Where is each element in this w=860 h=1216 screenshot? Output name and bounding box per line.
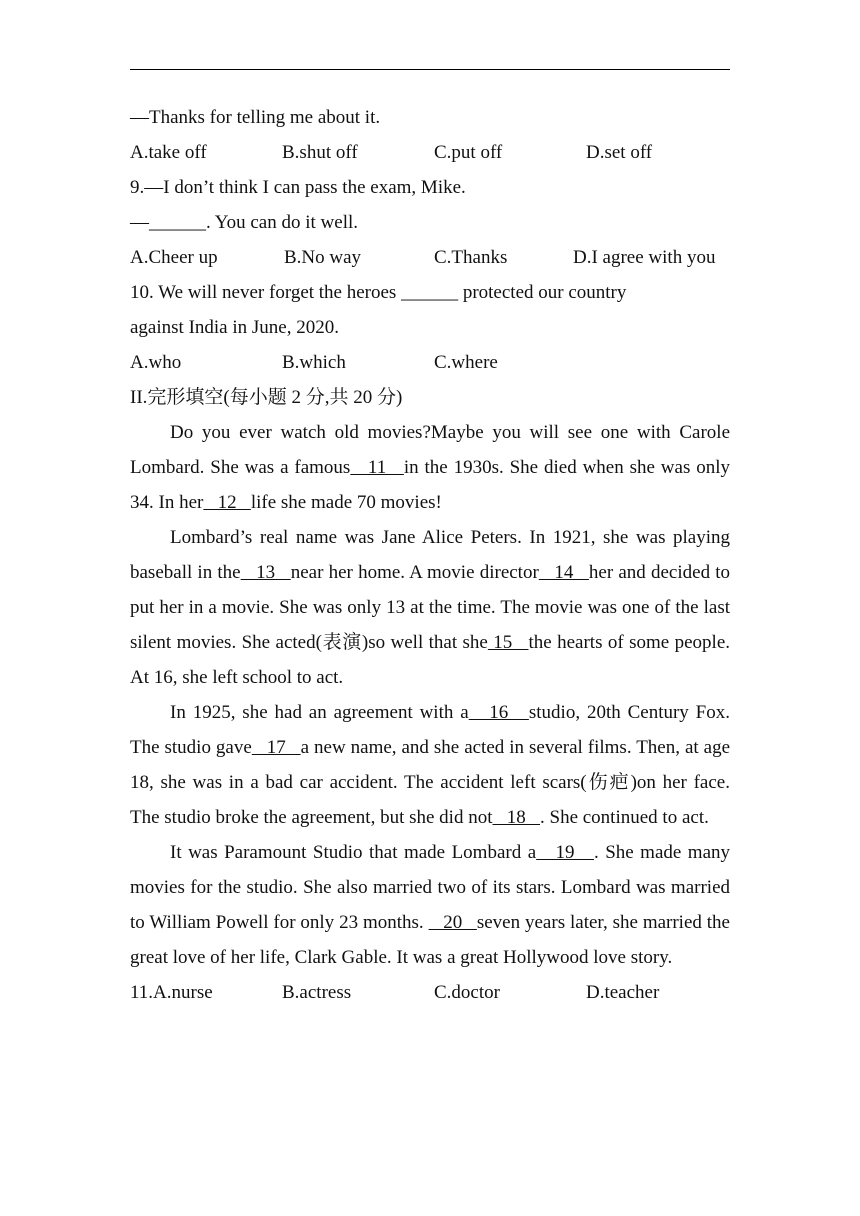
q9-question: 9.—I don’t think I can pass the exam, Mike. — [130, 177, 466, 198]
q11-options — [130, 975, 730, 1010]
q11-option-c: C.doctor — [434, 982, 500, 1003]
q10-text-part2: protected our country — [458, 282, 627, 303]
p3-text-2: studio, 20th Century Fox. The studio gave — [130, 702, 730, 758]
q9-options — [130, 240, 730, 275]
q9-option-c: C.Thanks — [434, 247, 508, 268]
section-name: 完形填空 — [147, 387, 224, 408]
section-number: II. — [130, 387, 148, 408]
q10-options — [130, 345, 730, 380]
q10-question-line2: against India in June, 2020. — [130, 317, 339, 338]
q11-option-b: B.actress — [282, 982, 352, 1003]
q10-option-b: B.which — [282, 352, 346, 373]
q9-option-b: B.No way — [284, 247, 362, 268]
passage-paragraph-2 — [130, 520, 730, 695]
section-scoring: (每小题 2 分,共 20 分) — [223, 387, 403, 408]
p1-text-2: in the 1930s. She died when she was only 34. In her — [130, 457, 731, 513]
q10-option-a: A.who — [130, 352, 182, 373]
q9-option-a: A.Cheer up — [130, 247, 218, 268]
p2-text-4: the hearts of some people. At 16, she left school to act. — [130, 632, 731, 688]
q8-reply: —Thanks for telling me about it. — [130, 107, 381, 128]
q8-option-c: C.put off — [434, 142, 503, 163]
q8-option-a: A.take off — [130, 142, 207, 163]
passage-paragraph-1 — [130, 415, 730, 520]
passage-paragraph-3 — [130, 695, 730, 835]
blank-19: 19 — [536, 842, 594, 863]
p1-text-3: life she made 70 movies! — [250, 492, 442, 513]
q10-question-line1 — [130, 275, 730, 310]
q9-blank: ______ — [149, 212, 206, 233]
p3-text-4: . She continued to act. — [540, 807, 709, 828]
q8-options — [130, 135, 730, 170]
header-rule — [130, 69, 730, 70]
p2-text-2: near her home. A movie director — [290, 562, 539, 583]
blank-20: 20 — [428, 912, 477, 933]
blank-15: 15 — [487, 632, 529, 653]
q8-option-d: D.set off — [586, 142, 653, 163]
q9-reply-rest: . You can do it well. — [206, 212, 358, 233]
p1-text-1: Do you ever watch old movies?Maybe you will see one with Carole Lombard. She was a famous — [130, 422, 730, 478]
p2-text-3: her and decided to put her in a movie. She was only 13 at the time. The movie was one of the last silent movies. She acted(表演)so well that she — [130, 562, 731, 653]
passage-paragraph-4 — [130, 835, 730, 975]
p4-text-3: seven years later, she married the great love of her life, Clark Gable. It was a great Hollywood love story. — [130, 912, 730, 968]
blank-12: 12 — [203, 492, 251, 513]
blank-14: 14 — [538, 562, 589, 583]
blank-17: 17 — [251, 737, 301, 758]
p2-text-1: Lombard’s real name was Jane Alice Peters. In 1921, she was playing baseball in the — [130, 527, 730, 583]
blank-18: 18 — [492, 807, 540, 828]
blank-11: 11 — [350, 457, 404, 478]
q10-option-c: C.where — [434, 352, 498, 373]
p4-text-1: It was Paramount Studio that made Lombard a — [170, 842, 537, 863]
section-title — [130, 380, 730, 415]
q9-reply: —______. You can do it well. — [130, 212, 358, 233]
exam-content — [130, 100, 730, 1010]
blank-16: 16 — [468, 702, 529, 723]
q9-option-d: D.I agree with you — [573, 247, 716, 268]
q10-text-part1: 10. We will never forget the heroes — [130, 282, 402, 303]
q10-blank: ______ — [401, 282, 459, 303]
q8-option-b: B.shut off — [282, 142, 358, 163]
p3-text-3: a new name, and she acted in several films. Then, at age 18, she was in a bad car accident. The accident left scars(伤疤)on her face. The studio broke the agreement, but she did not — [130, 737, 730, 828]
p4-text-2: . She made many movies for the studio. She also married two of its stars. Lombard was married to William Powell for only 23 months. — [130, 842, 731, 933]
p3-text-1: In 1925, she had an agreement with a — [170, 702, 469, 723]
q11-option-a: 11.A.nurse — [130, 982, 213, 1003]
q11-option-d: D.teacher — [586, 982, 660, 1003]
blank-13: 13 — [240, 562, 291, 583]
